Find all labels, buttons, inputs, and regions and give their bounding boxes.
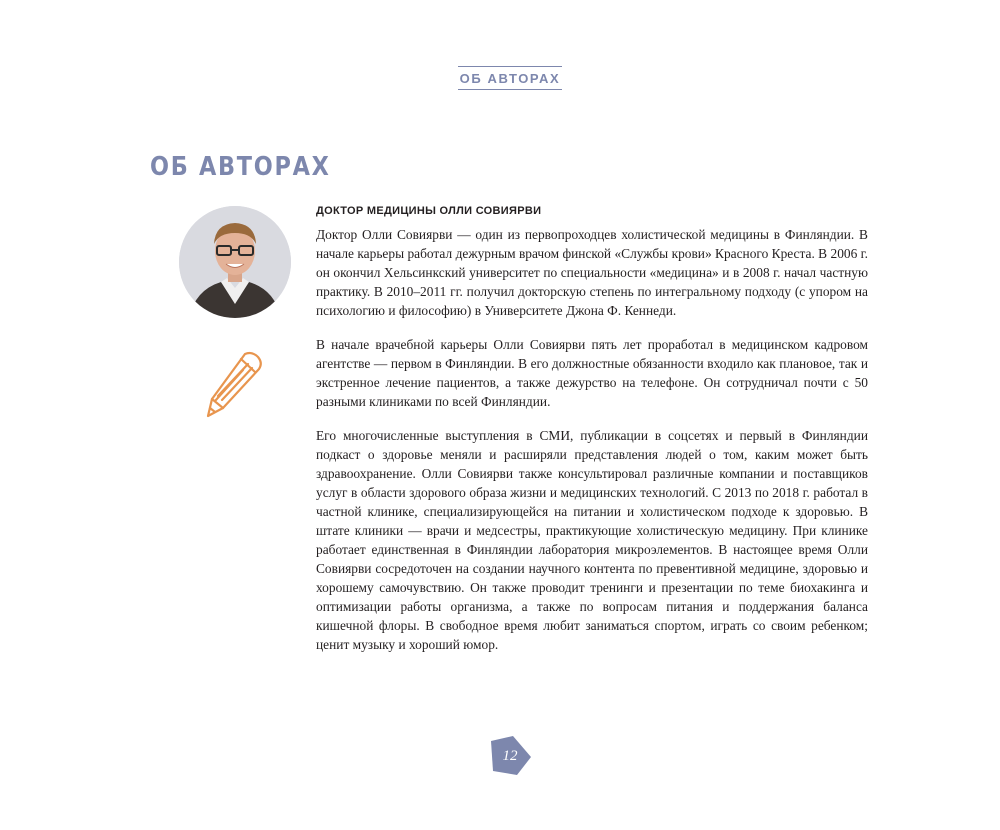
pencil-icon: [202, 350, 264, 420]
section-title: ОБ АВТОРАХ: [150, 152, 331, 182]
author-portrait-icon: [179, 206, 291, 318]
running-header: ОБ АВТОРАХ: [458, 66, 562, 90]
bio-paragraph: Доктор Олли Совиярви — один из первопроходцев холистической медицины в Финляндии. В начале карьеры работал дежурным врачом финской «Службы крови» Красного Креста. В 2006 г. он окончил Хельсинкский университет по специальности «медицина» и в 2008 г. начал частную практику. В 2010–2011 гг. получил докторскую степень по интегральному подходу (с упором на психологию и философию) в Университете Джона Ф. Кеннеди.: [316, 227, 868, 318]
page-number-badge: [487, 735, 533, 777]
author-photo: [179, 206, 291, 318]
bio-paragraph: Его многочисленные выступления в СМИ, публикации в соцсетях и первый в Финляндии подкаст о здоровье меняли и расширяли представления людей о том, каким может быть здравоохранение. Олли Совиярви также консультировал различные компании и поставщиков услуг в области здорового образа жизни и медицинских технологий. С 2013 по 2018 г. работал в частной клинике, специализирующейся на питании и холистическом подходе к здоровью. В штате клиники — врачи и медсестры, практикующие холистическую медицину. При клинике работает единственная в Финляндии лаборатория микроэлементов. В настоящее время Олли Совиярви сосредоточен на создании научного контента по превентивной медицине, здоровью и хорошему самочувствию. Он также проводит тренинги и презентации по теме биохакинга и оптимизации работы организма, а также по вопросам питания и поддержания баланса кишечной флоры. В свободное время любит заниматься спортом, играть со своим ребенком; ценит музыку и хороший юмор.: [316, 428, 868, 652]
page-number: 12: [502, 748, 518, 764]
author-name: ДОКТОР МЕДИЦИНЫ ОЛЛИ СОВИЯРВИ: [316, 205, 542, 217]
author-bio: [316, 225, 868, 669]
bio-paragraph: В начале врачебной карьеры Олли Совиярви пять лет проработал в медицинском кадровом агентстве — первом в Финляндии. В его должностные обязанности входило как плановое, так и экстренное лечение пациентов, а также дежурство на телефоне. Он сотрудничал почти с 50 разными клиниками по всей Финляндии.: [316, 337, 868, 409]
